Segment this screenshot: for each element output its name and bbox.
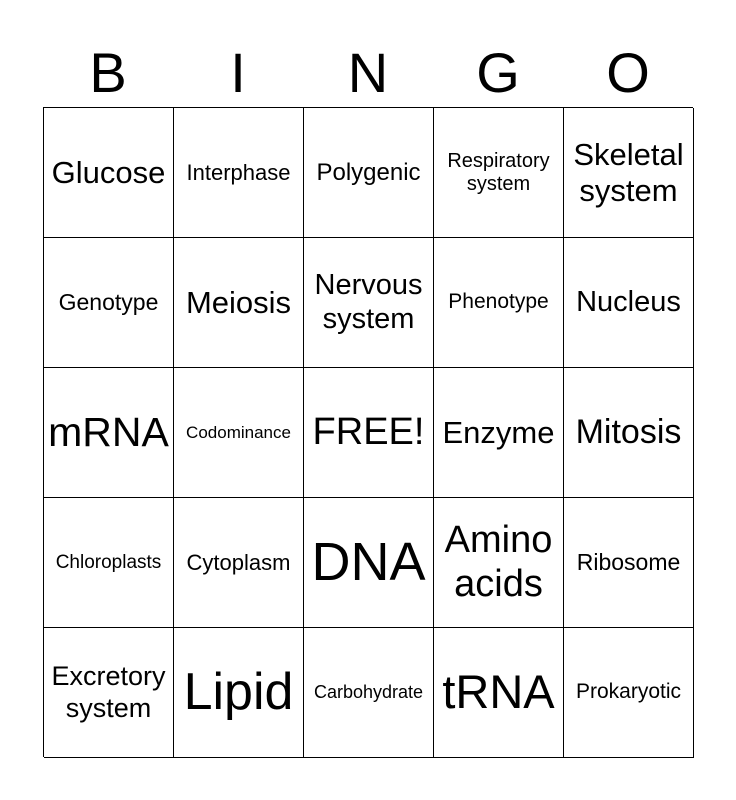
header-letter-b: B — [89, 41, 127, 104]
bingo-cell[interactable]: Respiratory system — [434, 108, 564, 238]
bingo-cell[interactable]: tRNA — [434, 628, 564, 758]
bingo-cell[interactable]: Genotype — [44, 238, 174, 368]
bingo-cell[interactable]: Ribosome — [564, 498, 694, 628]
header-letter-i: I — [230, 41, 246, 104]
bingo-cell[interactable]: Glucose — [44, 108, 174, 238]
bingo-cell[interactable]: Enzyme — [434, 368, 564, 498]
bingo-cell[interactable]: Phenotype — [434, 238, 564, 368]
bingo-cell[interactable]: Polygenic — [304, 108, 434, 238]
bingo-cell[interactable]: Nucleus — [564, 238, 694, 368]
header-letter-o: O — [606, 41, 650, 104]
bingo-cell[interactable]: Mitosis — [564, 368, 694, 498]
free-space-cell[interactable]: FREE! — [304, 368, 434, 498]
bingo-cell[interactable]: Codominance — [174, 368, 304, 498]
bingo-cell[interactable]: Skeletal system — [564, 108, 694, 238]
bingo-cell[interactable]: Cytoplasm — [174, 498, 304, 628]
bingo-cell[interactable]: Excretory system — [44, 628, 174, 758]
header-letter-n: N — [347, 41, 389, 104]
bingo-cell[interactable]: Carbohydrate — [304, 628, 434, 758]
bingo-cell[interactable]: Interphase — [174, 108, 304, 238]
bingo-cell[interactable]: Meiosis — [174, 238, 304, 368]
bingo-cell[interactable]: Lipid — [174, 628, 304, 758]
bingo-cell[interactable]: Chloroplasts — [44, 498, 174, 628]
bingo-cell[interactable]: Nervous system — [304, 238, 434, 368]
bingo-cell[interactable]: Prokaryotic — [564, 628, 694, 758]
bingo-cell[interactable]: mRNA — [44, 368, 174, 498]
bingo-cell[interactable]: Amino acids — [434, 498, 564, 628]
bingo-header — [43, 40, 693, 106]
bingo-cell[interactable]: DNA — [304, 498, 434, 628]
bingo-board — [43, 107, 693, 757]
header-letter-g: G — [476, 41, 520, 104]
